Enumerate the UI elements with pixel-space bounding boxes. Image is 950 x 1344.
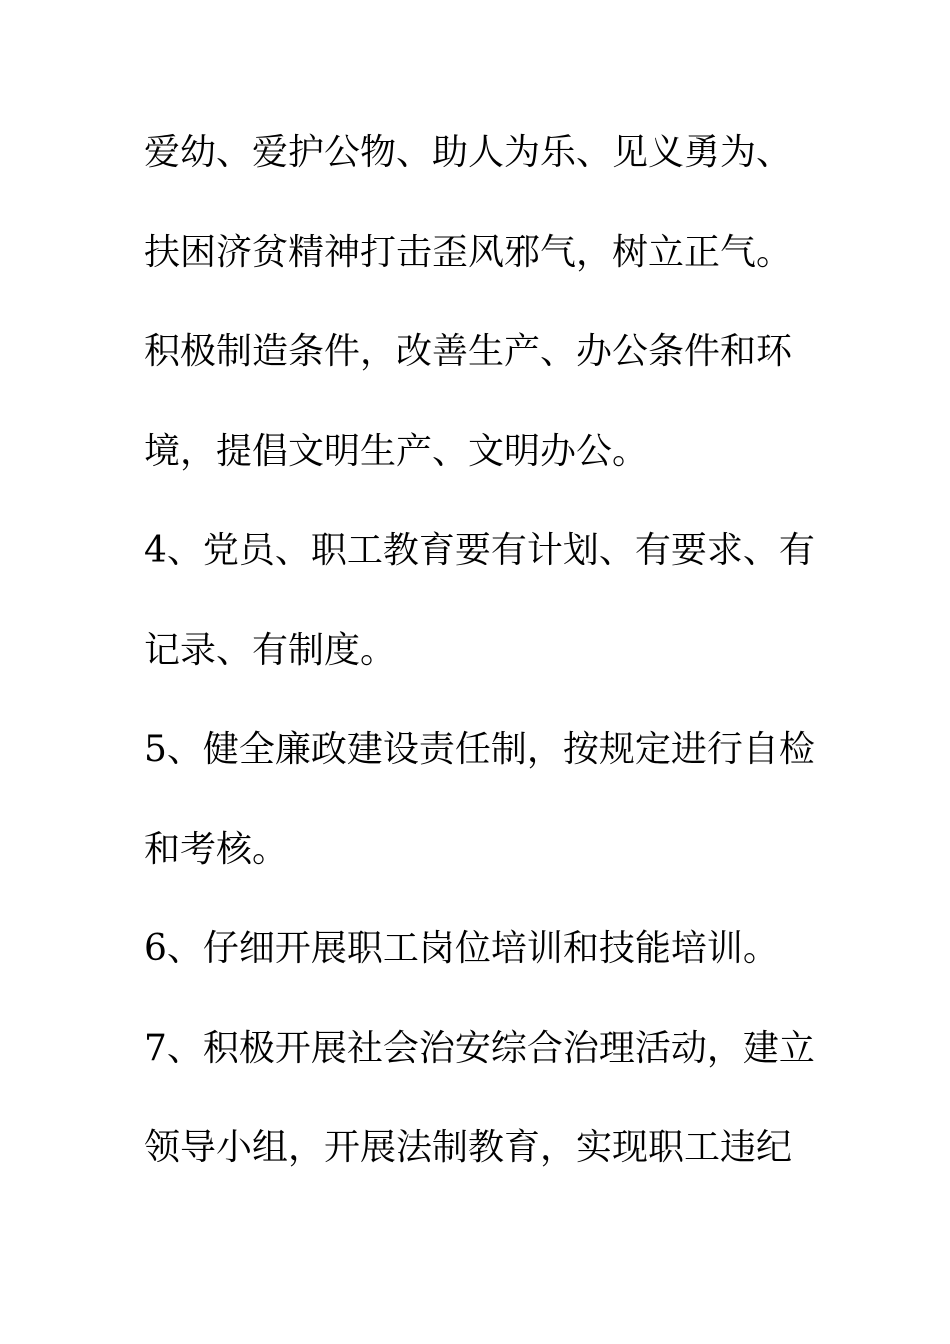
text-line-8: 和考核。 [144,828,289,870]
text-line-2: 扶困济贫精神打击歪风邪气，树立正气。 [144,231,793,273]
text-line-4: 境，提倡文明生产、文明办公。 [144,430,649,472]
text-line-7: 5、健全廉政建设责任制，按规定进行自检 [144,729,815,770]
text-line-1: 爱幼、爱护公物、助人为乐、见义勇为、 [144,132,793,173]
text-line-5: 4、党员、职工教育要有计划、有要求、有 [144,530,815,571]
text-line-11: 领导小组，开展法制教育，实现职工违纪 [144,1127,793,1168]
text-line-6: 记录、有制度。 [144,629,397,671]
text-line-9: 6、仔细开展职工岗位培训和技能培训。 [144,928,779,969]
document-body [144,126,834,1221]
text-line-3: 积极制造条件，改善生产、办公条件和环 [144,331,793,372]
text-line-10: 7、积极开展社会治安综合治理活动，建立 [144,1027,815,1069]
